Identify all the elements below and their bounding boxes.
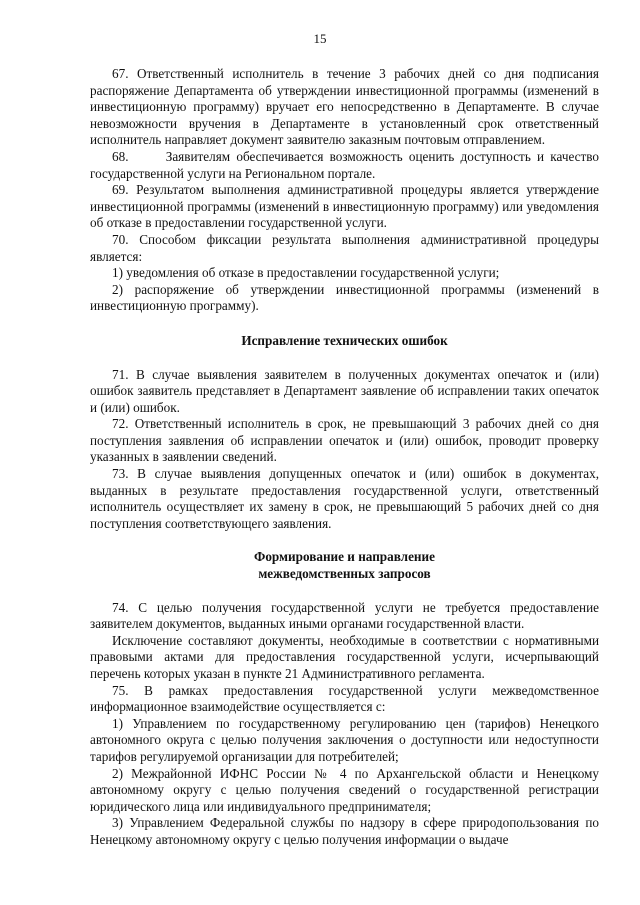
paragraph-71: 71. В случае выявления заявителем в полученных документах опечаток и (или) ошибок заявитель представляет в Департамент заявление об исправлении таких опечаток и (или) ошибок.	[90, 366, 599, 415]
section-heading-line-2: межведомственных запросов	[258, 566, 431, 582]
paragraph-70-item-1: 1) уведомления об отказе в предоставлении государственной услуги;	[112, 265, 500, 281]
page-number: 15	[313, 31, 327, 46]
document-body	[90, 66, 603, 849]
paragraph-75-item-3: 3) Управлением Федеральной службы по надзору в сфере природопользования по Ненецкому автономному округу с целью получения информации о выдаче	[90, 815, 599, 847]
section-heading-technical-errors: Исправление технических ошибок	[241, 332, 448, 348]
paragraph-68: 68. Заявителям обеспечивается возможность оценить доступность и качество государственной услуги на Региональном портале.	[90, 148, 603, 181]
paragraph-75: 75. В рамках предоставления государственной услуги межведомственное информационное взаимодействие осуществляется с:	[90, 682, 599, 715]
paragraph-75-item-2: 2) Межрайонной ИФНС России № 4 по Архангельской области и Ненецкому автономному округу с целью получения сведений о государственной регистрации юридического лица или индивидуального предпринимателя;	[90, 765, 599, 814]
paragraph-72: 72. Ответственный исполнитель в срок, не превышающий 3 рабочих дней со дня поступления заявления об исправлении опечаток и (или) ошибок, проводит проверку указанных в заявлении сведений.	[90, 416, 599, 465]
paragraph-67: 67. Ответственный исполнитель в течение 3 рабочих дней со дня подписания распоряжение Департамента об утверждении инвестиционной программы (изменений в инвестиционную программу) вручает его непосредственно в Департаменте. В случае невозможности вручения в Департаменте в установленный срок ответственный исполнитель направляет документ заявителю заказным почтовым отправлением.	[90, 66, 599, 148]
paragraph-73: 73. В случае выявления допущенных опечаток и (или) ошибок в документах, выданных в результате предоставления государственной услуги, ответственный исполнитель осуществляет их замену в срок, не превышающий 5 рабочих дней со дня поступления соответствующего заявления.	[90, 466, 599, 531]
paragraph-74-exception: Исключение составляют документы, необходимые в соответствии с нормативными правовыми актами для предоставления государственной услуги, исчерпывающий перечень которых указан в пункте 21 Административного регламента.	[90, 632, 599, 681]
section-heading-line-1: Формирование и направление	[254, 549, 435, 565]
section-heading-interagency-requests	[90, 549, 599, 582]
paragraph-70-item-2: 2) распоряжение об утверждении инвестиционной программы (изменений в инвестиционную программу).	[90, 281, 599, 314]
paragraph-69: 69. Результатом выполнения административной процедуры является утверждение инвестиционной программы (изменений в инвестиционную программу) или уведомления об отказе в предоставлении государственной услуги.	[90, 182, 599, 231]
paragraph-70: 70. Способом фиксации результата выполнения административной процедуры является:	[90, 231, 599, 264]
paragraph-74: 74. С целью получения государственной услуги не требуется предоставление заявителем документов, выданных иными органами государственной власти.	[90, 599, 599, 632]
paragraph-75-item-1: 1) Управлением по государственному регулированию цен (тарифов) Ненецкого автономного округа с целью получения заключения о доступности или недоступности тарифов регулируемой организации для потребителей;	[90, 715, 599, 764]
